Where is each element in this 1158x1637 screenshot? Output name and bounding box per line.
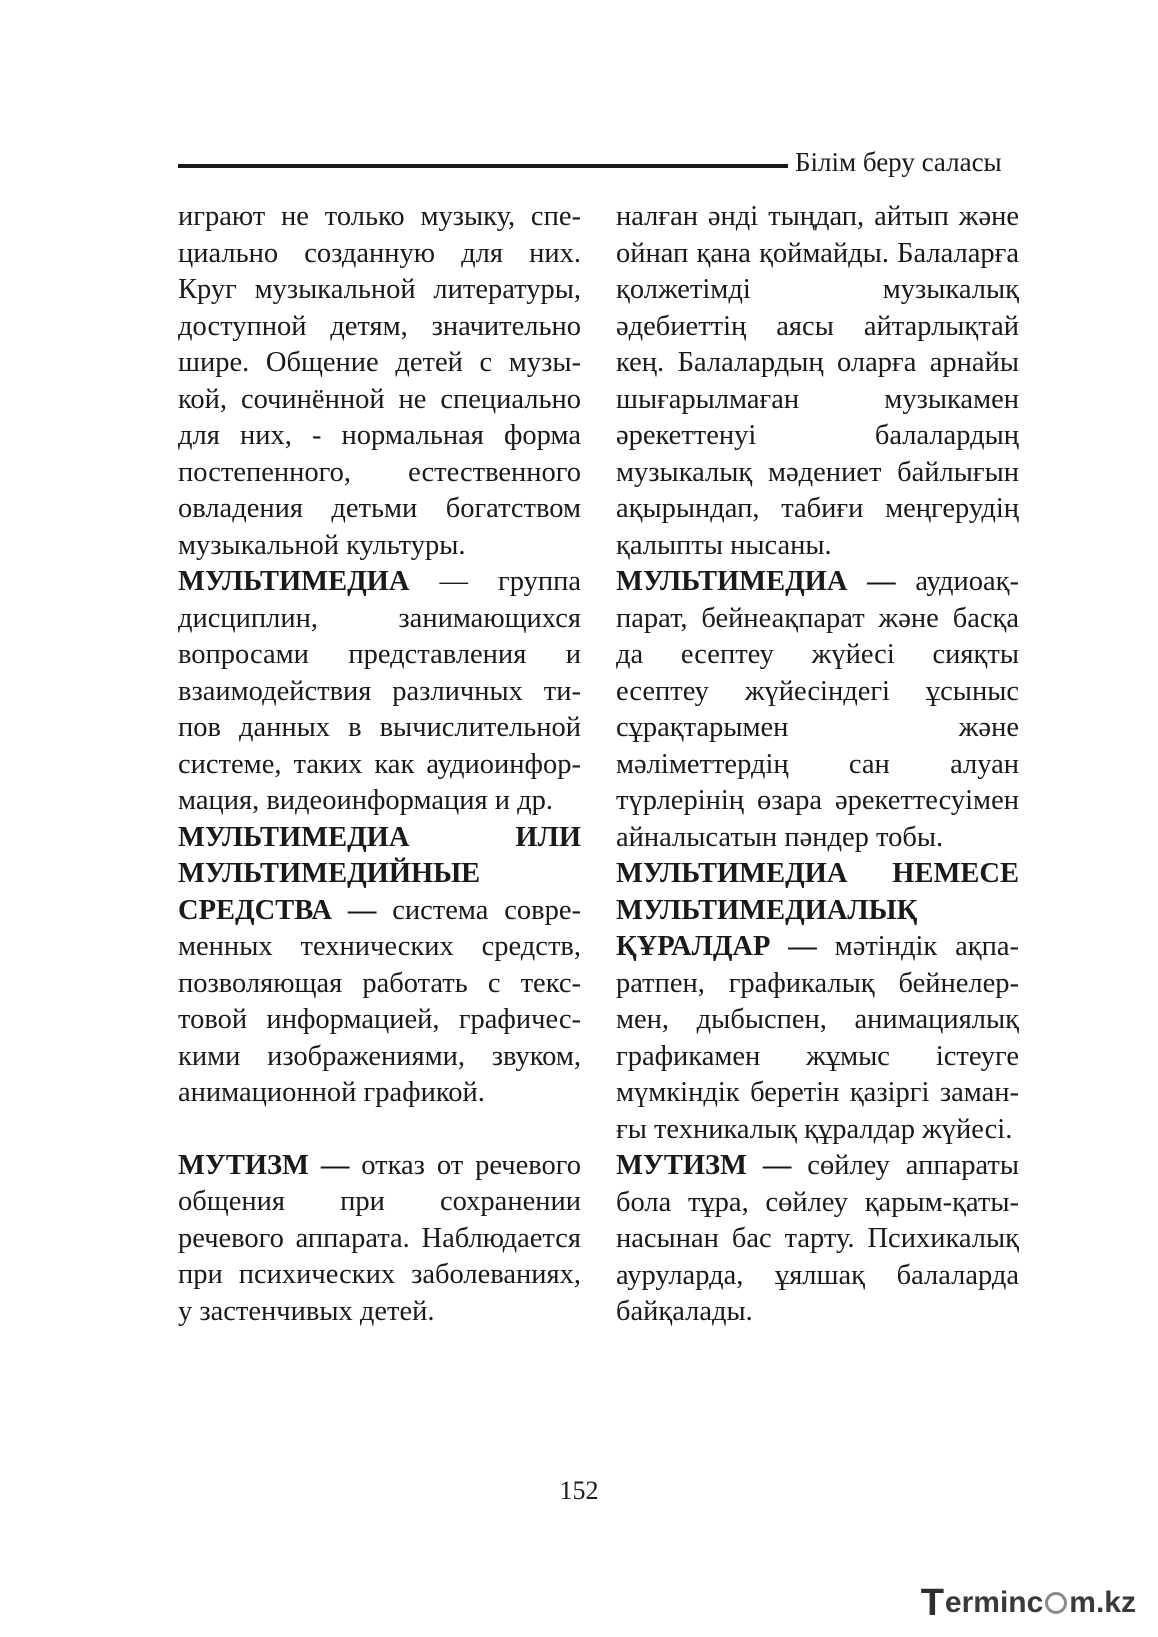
entry-term: МУТИЗМ — <box>616 1150 792 1181</box>
header-rule <box>178 164 788 168</box>
running-header: Білім беру саласы <box>795 147 1002 177</box>
watermark-letter: T <box>920 1581 944 1624</box>
entry-paragraph <box>178 199 581 564</box>
entry-term: МУЛЬТИМЕДИА <box>178 566 410 597</box>
entry-paragraph <box>178 564 581 820</box>
entry-text: аудиоақпарат, бейнеақпарат және басқа да есептеу жүйесі сияқты есептеу жүйесіндегі ұсыныс сұрақтарымен және мәліметтердің сан алуан түрлерінің өзара әрекеттесуімен айналысатын пәндер тобы. <box>616 566 1019 853</box>
entry-paragraph <box>616 856 1019 1148</box>
entry-text: отказ от речевого общения при сохранении речевого аппарата. Наблюдается при психических заболеваниях, у застенчивых детей. <box>178 1149 581 1327</box>
entry-term: МУЛЬТИМЕДИА — <box>616 566 896 597</box>
paragraph-gap <box>178 1112 581 1148</box>
entry-text: система современных технических средств, позволяющая работать с текстовой информацией, графическими изображениями, звуком, анимационной графикой. <box>178 894 581 1108</box>
entry-paragraph <box>616 1148 1019 1331</box>
watermark-circle-icon <box>1045 1592 1067 1614</box>
left-column <box>178 199 581 1330</box>
entry-text: налған әнді тыңдап, айтып және ойнап қана қоймайды. Балаларға қолжетімді музыкалық әдебиеттің аясы айтарлықтай кең. Балалардың оларға арнайы шығарылмаған музыкамен әрекеттенуі балалардың музыкалық мәдениет байлығын ақырындап, табиғи меңгерудің қалыпты нысаны. <box>616 201 1019 561</box>
entry-text: сөйлеу аппараты бола тұра, сөйлеу қарым-қатынасынан бас тарту. Психикалық ауруларда, ұялшақ балаларда байқалады. <box>616 1150 1019 1327</box>
entry-paragraph <box>616 199 1019 564</box>
watermark-text: erminc <box>944 1586 1044 1619</box>
watermark-text: m.kz <box>1069 1586 1136 1619</box>
entry-paragraph <box>178 820 581 1112</box>
entry-paragraph <box>178 1148 581 1331</box>
entry-term: МУЛЬТИМЕДИА НЕМЕСЕ МУЛЬТИМЕДИАЛЫҚ ҚҰРАЛДАР — <box>616 858 1019 962</box>
watermark-logo <box>921 1583 1136 1623</box>
right-column <box>616 199 1019 1331</box>
entry-text: мәтіндік ақпаратпен, графикалық бейнелермен, дыбыспен, анимациялық графикамен жұмыс істеуге мүмкіндік беретін қазіргі заманғы техникалық құралдар жүйесі. <box>616 931 1019 1145</box>
page-number: 152 <box>559 1476 599 1505</box>
entry-term: МУЛЬТИМЕДИА ИЛИ МУЛЬТИМЕДИЙНЫЕ СРЕДСТВА — <box>178 821 581 926</box>
entry-term: МУТИЗМ — <box>178 1149 350 1181</box>
entry-text: — группа дисциплин, занимающихся вопросами представления и взаимодействия различных типов данных в вычислительной системе, таких как аудиоинформация, видеоинформация и др. <box>178 566 581 816</box>
entry-text: играют не только музыку, специально созданную для них. Круг музыкальной литературы, доступной детям, значительно шире. Общение детей с музыкой, сочинённой не специально для них, - нормальная форма постепенного, естественного овладения детьми богатством музыкальной культуры. <box>178 201 581 561</box>
entry-paragraph <box>616 564 1019 856</box>
